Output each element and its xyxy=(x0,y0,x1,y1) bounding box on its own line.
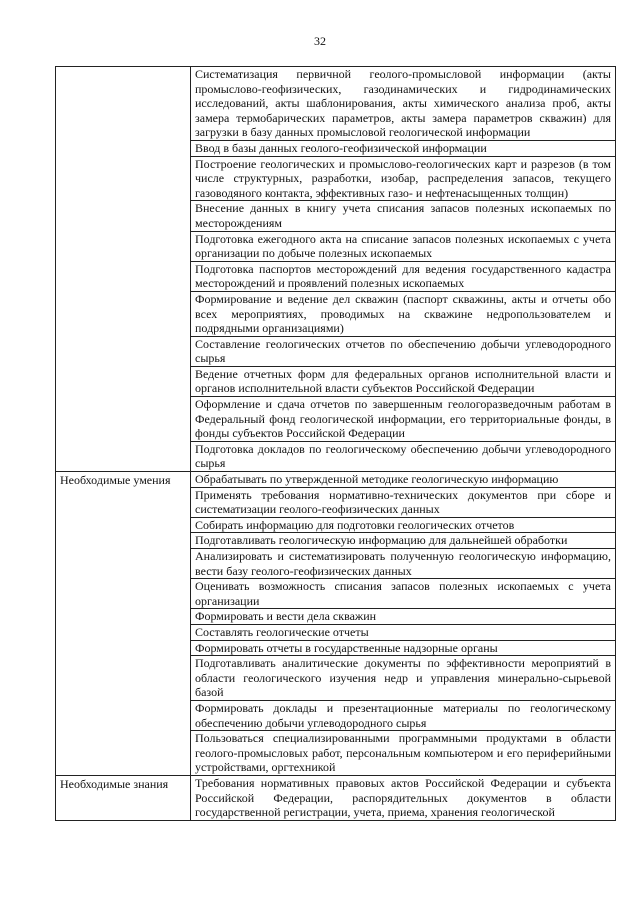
list-item: Анализировать и систематизировать полученную геологическую информацию, вести базу геолого-геофизических данных xyxy=(191,549,615,579)
list-item: Ввод в базы данных геолого-геофизической информации xyxy=(191,141,615,157)
list-item: Обрабатывать по утвержденной методике геологическую информацию xyxy=(191,472,615,488)
competency-table-body xyxy=(56,67,616,821)
list-item: Оценивать возможность списания запасов полезных ископаемых с учета организации xyxy=(191,579,615,609)
list-item: Подготовка докладов по геологическому обеспечению добычи углеводородного сырья xyxy=(195,441,611,471)
section-label: Необходимые знания xyxy=(56,775,191,820)
list-item: Подготавливать аналитические документы по эффективности мероприятий в области геологического изучения недр и управления минерально-сырьевой базой xyxy=(191,656,615,701)
section-items xyxy=(191,67,616,472)
list-item: Подготавливать геологическую информацию для дальнейшей обработки xyxy=(191,533,615,549)
section-row xyxy=(56,775,616,820)
section-row xyxy=(56,67,616,472)
list-item: Подготовка ежегодного акта на списание запасов полезных ископаемых с учета организации по добыче полезных ископаемых xyxy=(191,232,615,262)
list-item: Формировать и вести дела скважин xyxy=(191,609,615,625)
list-item: Пользоваться специализированными программными продуктами в области геолого-промысловых работ, персональным компьютером и его периферийными устройствами, оргтехникой xyxy=(195,731,611,775)
list-item: Внесение данных в книгу учета списания запасов полезных ископаемых по месторождениям xyxy=(191,201,615,231)
list-item: Формировать доклады и презентационные материалы по геологическому обеспечению добычи углеводородного сырья xyxy=(191,701,615,731)
list-item: Требования нормативных правовых актов Российской Федерации и субъекта Российской Федерации, распорядительных документов в области государственной регистрации, учета, приема, хранения геологической xyxy=(195,775,611,820)
competency-table xyxy=(55,66,616,821)
list-item: Подготовка паспортов месторождений для ведения государственного кадастра месторождений и проявлений полезных ископаемых xyxy=(191,262,615,292)
list-item: Систематизация первичной геолого-промысловой информации (акты промыслово-геофизических, газодинамических и гидродинамических исследований, акты шаблонирования, акты химического анализа проб, акты замера термобарических параметров, акты замера параметров скважин) для загрузки в базу данных промысловой геологической информации xyxy=(191,67,615,141)
section-row xyxy=(56,472,616,776)
list-item: Составлять геологические отчеты xyxy=(191,625,615,641)
page-number: 32 xyxy=(314,34,326,48)
list-item: Формировать отчеты в государственные надзорные органы xyxy=(191,641,615,657)
list-item: Применять требования нормативно-технических документов при сборе и систематизации геолого-геофизических данных xyxy=(191,488,615,518)
list-item: Оформление и сдача отчетов по завершенным геологоразведочным работам в Федеральный фонд геологической информации, его территориальные фонды, в фонды субъектов Российской Федерации xyxy=(191,397,615,442)
section-label: Необходимые умения xyxy=(56,472,191,776)
section-items xyxy=(191,472,616,776)
list-item: Формирование и ведение дел скважин (паспорт скважины, акты и отчеты обо всех мероприятиях, проводимых на скважине недропользователем и подрядными организациями) xyxy=(191,292,615,337)
list-item: Составление геологических отчетов по обеспечению добычи углеводородного сырья xyxy=(191,337,615,367)
section-label xyxy=(56,67,191,472)
list-item: Собирать информацию для подготовки геологических отчетов xyxy=(191,518,615,534)
section-items xyxy=(191,775,616,820)
list-item: Ведение отчетных форм для федеральных органов исполнительной власти и органов исполнительной власти субъектов Российской Федерации xyxy=(191,367,615,397)
list-item: Построение геологических и промыслово-геологических карт и разрезов (в том числе структурных, разработки, изобар, распределения запасов, текущего газоводяного контакта, эффективных газо- и нефтенасыщенных толщин) xyxy=(191,157,615,202)
